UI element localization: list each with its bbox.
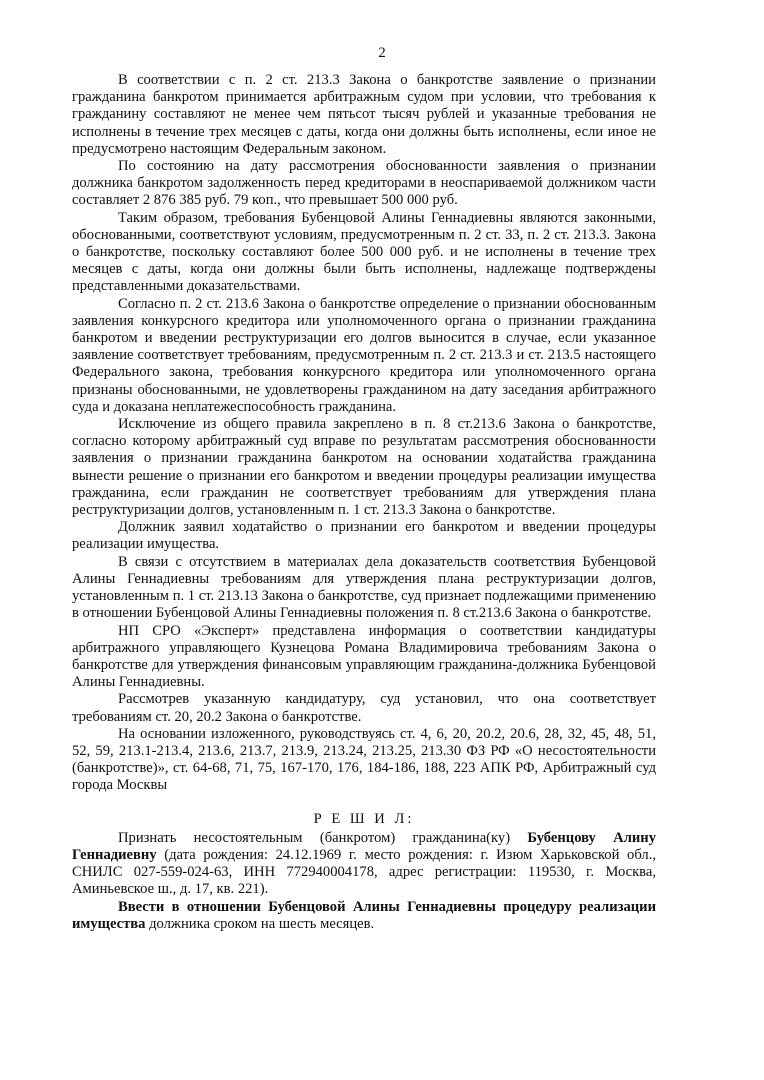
ruling-1-details: (дата рождения: 24.12.1969 г. место рождения: г. Изюм Харьковской обл., СНИЛС 027-559-024-63, ИНН 772940004178, адрес регистрации: 119530, г. Москва, Аминьевское ш., д. 17, кв. 221). [72,846,656,898]
paragraph-6: Должник заявил ходатайство о признании его банкротом и введении процедуры реализации имущества. [72,519,656,553]
ruling-2-bold: Ввести в отношении Бубенцовой Алины Геннадиевны процедуру реализации имущества [72,898,656,932]
paragraph-10: На основании изложенного, руководствуясь ст. 4, 6, 20, 20.2, 20.6, 28, 32, 45, 48, 51, 52, 59, 213.1-213.4, 213.6, 213.7, 213.9, 213.24, 213.25, 213.30 ФЗ РФ «О несостоятельности (банкротстве)», ст. 64-68, 71, 75, 167-170, 176, 184-186, 188, 223 АПК РФ, Арбитражный суд города Москвы [72,725,656,794]
page-number: 2 [378,45,386,61]
paragraph-9: Рассмотрев указанную кандидатуру, суд установил, что она соответствует требованиям ст. 20, 20.2 Закона о банкротстве. [72,691,656,725]
ruling-paragraph-1 [72,830,656,899]
debtor-name: Бубенцову Алину Геннадиевну [72,829,656,863]
paragraph-2: По состоянию на дату рассмотрения обоснованности заявления о признании должника банкротом задолженность перед кредиторами в неоспариваемой должником части составляет 2 876 385 руб. 79 коп., что превышает 500 000 руб. [72,158,656,209]
paragraph-1: В соответствии с п. 2 ст. 213.3 Закона о банкротстве заявление о признании гражданина банкротом принимается арбитражным судом при условии, что требования к гражданину составляют не менее чем пятьсот тысяч рублей и указанные требования не исполнены в течение трех месяцев с даты, когда они должны быть исполнены, если иное не предусмотрено настоящим Федеральным законом. [72,72,656,157]
paragraph-5: Исключение из общего правила закреплено в п. 8 ст.213.6 Закона о банкротстве, согласно которому арбитражный суд вправе по результатам рассмотрения обоснованности заявления о признании гражданина банкротом на основании ходатайства гражданина вынести решение о признании его банкротом и введении процедуры реализации имущества гражданина, если гражданин не соответствует требованиям для утверждения плана реструктуризации долгов, установленным п. 1 ст. 213.3 Закона о банкротстве. [72,416,656,519]
paragraph-3: Таким образом, требования Бубенцовой Алины Геннадиевны являются законными, обоснованными, соответствуют условиям, предусмотренным п. 2 ст. 33, п. 2 ст. 213.3. Закона о банкротстве, поскольку составляют более 500 000 руб. и не исполнены в течение трех месяцев с даты, когда они должны были быть исполнены, надлежаще подтверждены представленными доказательствами. [72,209,656,295]
ruling-2-term: должника сроком на шесть месяцев. [145,915,375,932]
paragraph-4: Согласно п. 2 ст. 213.6 Закона о банкротстве определение о признании обоснованным заявления конкурсного кредитора или уполномоченного органа о признании гражданина банкротом и введении реструктуризации его долгов выносится в случае, если указанное заявление соответствует требованиям, предусмотренным п. 2 ст. 213.3 и ст. 213.5 настоящего Федерального закона, требования конкурсного кредитора или уполномоченного органа признаны обоснованными, не удовлетворены гражданином на дату заседания арбитражного суда и доказана неплатежеспособность гражданина. [72,295,656,415]
decision-heading: Р Е Ш И Л: [313,810,415,827]
ruling-1-lead: Признать несостоятельным (банкротом) гражданина(ку) [118,829,528,846]
paragraph-8: НП СРО «Эксперт» представлена информация о соответствии кандидатуры арбитражного управляющего Кузнецова Романа Владимировича требованиям Закона о банкротстве для утверждения финансовым управляющим гражданина-должника Бубенцовой Алины Геннадиевны. [72,622,656,691]
document-body [72,72,656,933]
ruling-paragraph-2 [72,899,656,933]
paragraph-7: В связи с отсутствием в материалах дела доказательств соответствия Бубенцовой Алины Геннадиевны требованиям для утверждения плана реструктуризации долгов, установленным п. 1 ст. 213.13 Закона о банкротстве, суд признает подлежащими применению в отношении Бубенцовой Алины Геннадиевны положения п. 8 ст.213.6 Закона о банкротстве. [72,553,656,622]
